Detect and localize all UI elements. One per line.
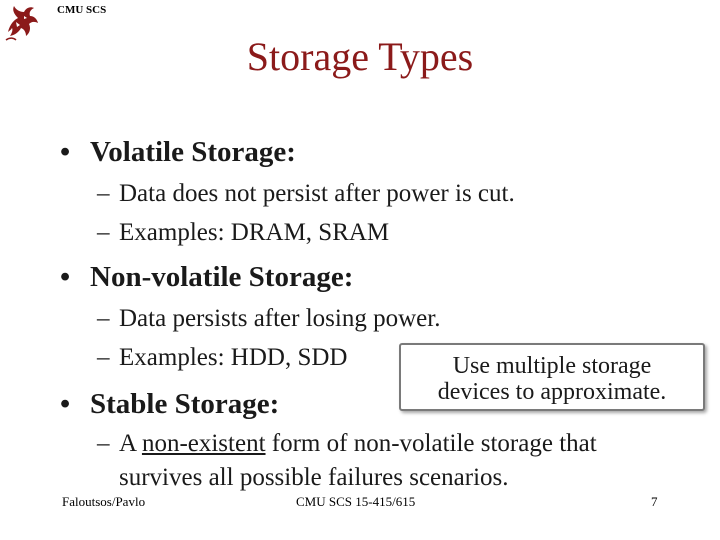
bullet-label: Non-volatile Storage: xyxy=(90,261,354,293)
slide-title: Storage Types xyxy=(246,34,474,79)
sub-item-text: form of non-volatile storage that xyxy=(265,430,597,457)
sub-item: – A non-existent form of non-volatile storage that xyxy=(97,430,597,457)
bullet-dot: • xyxy=(60,388,71,420)
sub-item-text: Examples: DRAM, SRAM xyxy=(119,219,390,246)
sub-item: – Examples: DRAM, SRAM xyxy=(97,219,390,246)
bullet-dot: • xyxy=(60,261,71,293)
sub-item: – Data persists after losing power. xyxy=(97,305,441,332)
sub-item-text: Examples: HDD, SDD xyxy=(119,344,348,371)
footer-authors: Faloutsos/Pavlo xyxy=(62,494,146,509)
bullet-dot: • xyxy=(60,136,71,168)
bullet-label: Stable Storage: xyxy=(90,388,280,420)
footer-course: CMU SCS 15-415/615 xyxy=(296,494,416,509)
page-number: 7 xyxy=(651,494,658,509)
org-label: CMU SCS xyxy=(57,4,107,16)
sub-item-text: A xyxy=(119,430,142,457)
callout-box xyxy=(399,343,705,411)
bullet-stable-storage xyxy=(60,388,279,421)
sub-item: – Examples: HDD, SDD xyxy=(97,344,348,371)
sub-item-text: Data does not persist after power is cut. xyxy=(119,180,515,207)
underlined-term: non-existent xyxy=(141,430,266,457)
sub-item: – Data does not persist after power is cut. xyxy=(97,180,515,207)
callout-line: devices to approximate. xyxy=(437,379,667,405)
callout-line: Use multiple storage xyxy=(452,353,652,379)
bullet-label: Volatile Storage: xyxy=(90,136,296,168)
bullet-nonvolatile-storage xyxy=(60,261,353,294)
sub-item-text: Data persists after losing power. xyxy=(119,305,441,332)
sub-item-continuation: survives all possible failures scenarios. xyxy=(119,464,509,491)
bullet-volatile-storage xyxy=(60,136,296,169)
